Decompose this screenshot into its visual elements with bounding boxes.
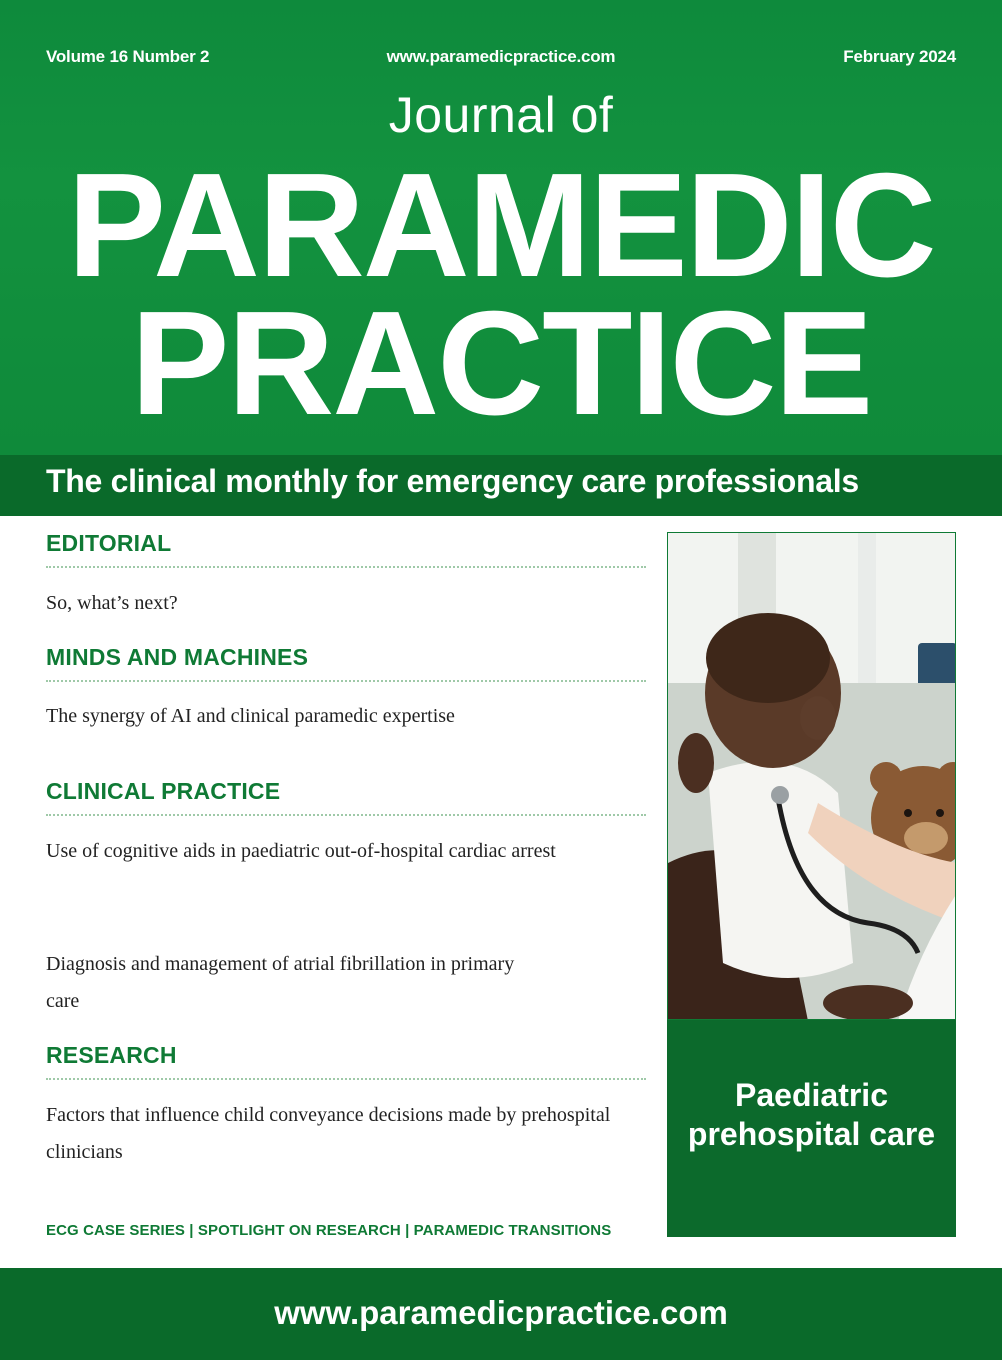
- article-link[interactable]: Factors that influence child conveyance decisions made by prehospital clinicians: [46, 1104, 611, 1163]
- cover-photo-illustration: [668, 533, 956, 1020]
- section-divider: [46, 814, 646, 816]
- tagline: The clinical monthly for emergency care professionals: [46, 463, 859, 499]
- section-heading-clinical-practice: CLINICAL PRACTICE: [46, 778, 281, 804]
- issue-volume: Volume 16 Number 2: [46, 47, 210, 66]
- cover-photo: [667, 532, 956, 1020]
- title-practice: PRACTICE: [130, 281, 872, 446]
- masthead-website-link[interactable]: www.paramedicpractice.com: [386, 47, 616, 66]
- footer-topics-strip: ECG CASE SERIES | SPOTLIGHT ON RESEARCH | PARAMEDIC TRANSITIONS: [46, 1222, 612, 1239]
- title-paramedic: PARAMEDIC: [67, 143, 935, 308]
- section-divider: [46, 566, 646, 568]
- section-heading-minds-and-machines: MINDS AND MACHINES: [46, 644, 309, 670]
- section-heading-research: RESEARCH: [46, 1042, 177, 1068]
- cover-feature-caption[interactable]: Paediatric prehospital care: [687, 1077, 936, 1152]
- article-link[interactable]: So, what’s next?: [46, 592, 178, 614]
- section-divider: [46, 680, 646, 682]
- section-divider: [46, 1078, 646, 1080]
- article-link[interactable]: The synergy of AI and clinical paramedic expertise: [46, 705, 455, 727]
- journal-of-label: Journal of: [388, 87, 614, 143]
- section-heading-editorial: EDITORIAL: [46, 530, 172, 556]
- article-link[interactable]: Use of cognitive aids in paediatric out-of-hospital cardiac arrest: [46, 840, 556, 862]
- article-link[interactable]: Diagnosis and management of atrial fibrillation in primary care: [46, 953, 515, 1012]
- issue-date: February 2024: [843, 47, 956, 66]
- footer-website-link[interactable]: www.paramedicpractice.com: [274, 1294, 728, 1331]
- masthead: [0, 0, 1002, 455]
